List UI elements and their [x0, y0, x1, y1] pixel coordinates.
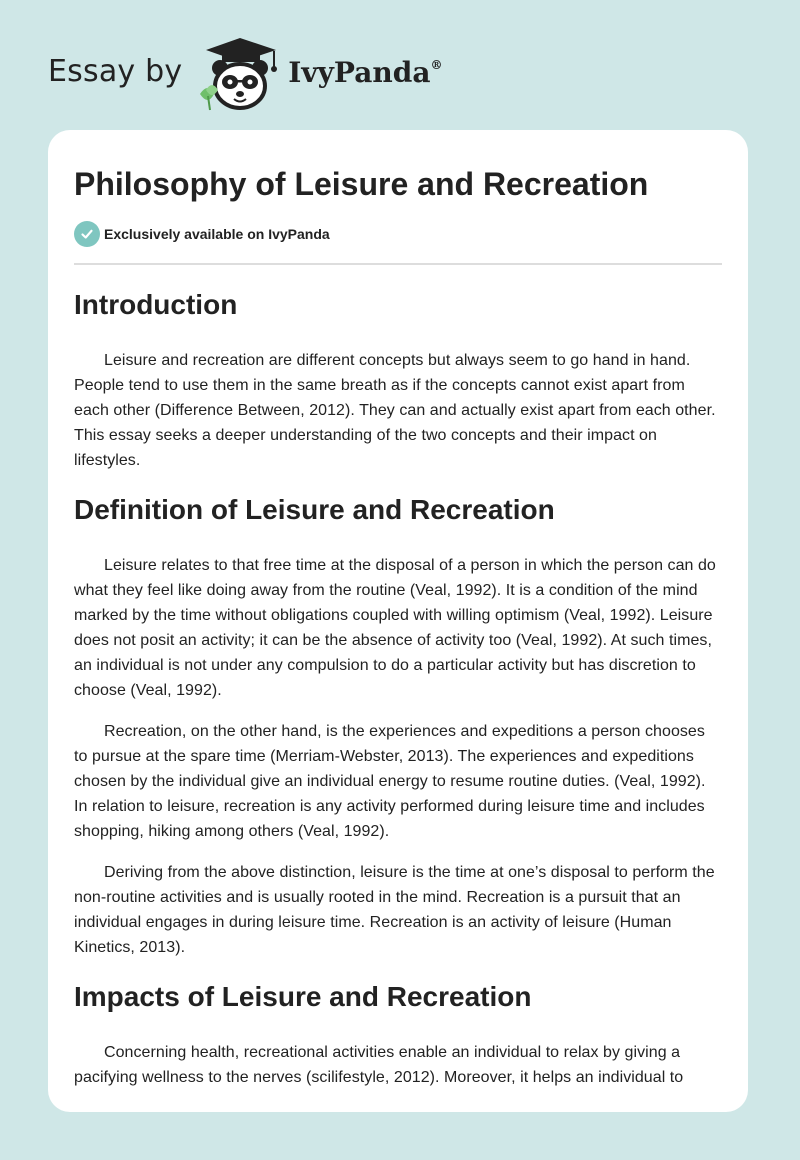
exclusive-label: Exclusively available on IvyPanda — [104, 226, 330, 242]
brand-prefix: Essay by — [48, 53, 183, 89]
exclusive-badge — [74, 221, 722, 247]
registered-mark: ® — [430, 57, 443, 72]
page-title: Philosophy of Leisure and Recreation — [74, 166, 649, 202]
essay-card — [48, 130, 748, 1112]
paragraph: Leisure and recreation are different concepts but always seem to go hand in hand. People tend to use them in the same breath as if the concepts cannot exist apart from each other (Difference Between, 2012). They can and actually exist apart from each other. This essay seeks a deeper understanding of the two concepts and their impact on lifestyles. — [74, 352, 716, 469]
title-divider — [74, 263, 722, 265]
paragraph: Deriving from the above distinction, leisure is the time at one’s disposal to perform the non-routine activities and is usually rooted in the mind. Recreation is a pursuit that an individual engages in during leisure time. Recreation is an activity of leisure (Human Kinetics, 2013). — [74, 864, 715, 956]
panda-logo-icon — [196, 34, 286, 114]
section-heading-impacts: Impacts of Leisure and Recreation — [74, 981, 532, 1012]
section-heading-introduction: Introduction — [74, 289, 238, 320]
paragraph: Leisure relates to that free time at the disposal of a person in which the person can do what they feel like doing away from the routine (Veal, 1992). It is a condition of the mind marked by the time without obligations coupled with willing optimism (Veal, 1992). Leisure does not posit an activity; it can be the absence of activity too (Veal, 1992). At such times, an individual is not under any compulsion to do a particular activity but has discretion to choose (Veal, 1992). — [74, 557, 716, 699]
brand-name — [288, 56, 442, 89]
paragraph: Recreation, on the other hand, is the experiences and expeditions a person chooses to pursue at the spare time (Merriam-Webster, 2013). The experiences and expeditions chosen by the individual give an individual energy to resume routine duties. (Veal, 1992). In relation to leisure, recreation is any activity performed during leisure time and includes shopping, hiking among others (Veal, 1992). — [74, 723, 706, 840]
section-heading-definition: Definition of Leisure and Recreation — [74, 494, 555, 525]
brand-name-text: IvyPanda — [288, 55, 431, 89]
check-circle-icon — [74, 221, 100, 247]
paragraph: Concerning health, recreational activities enable an individual to relax by giving a pacifying wellness to the nerves (scilifestyle, 2012). Moreover, it helps an individual to — [74, 1044, 684, 1086]
site-brand[interactable] — [48, 34, 442, 114]
